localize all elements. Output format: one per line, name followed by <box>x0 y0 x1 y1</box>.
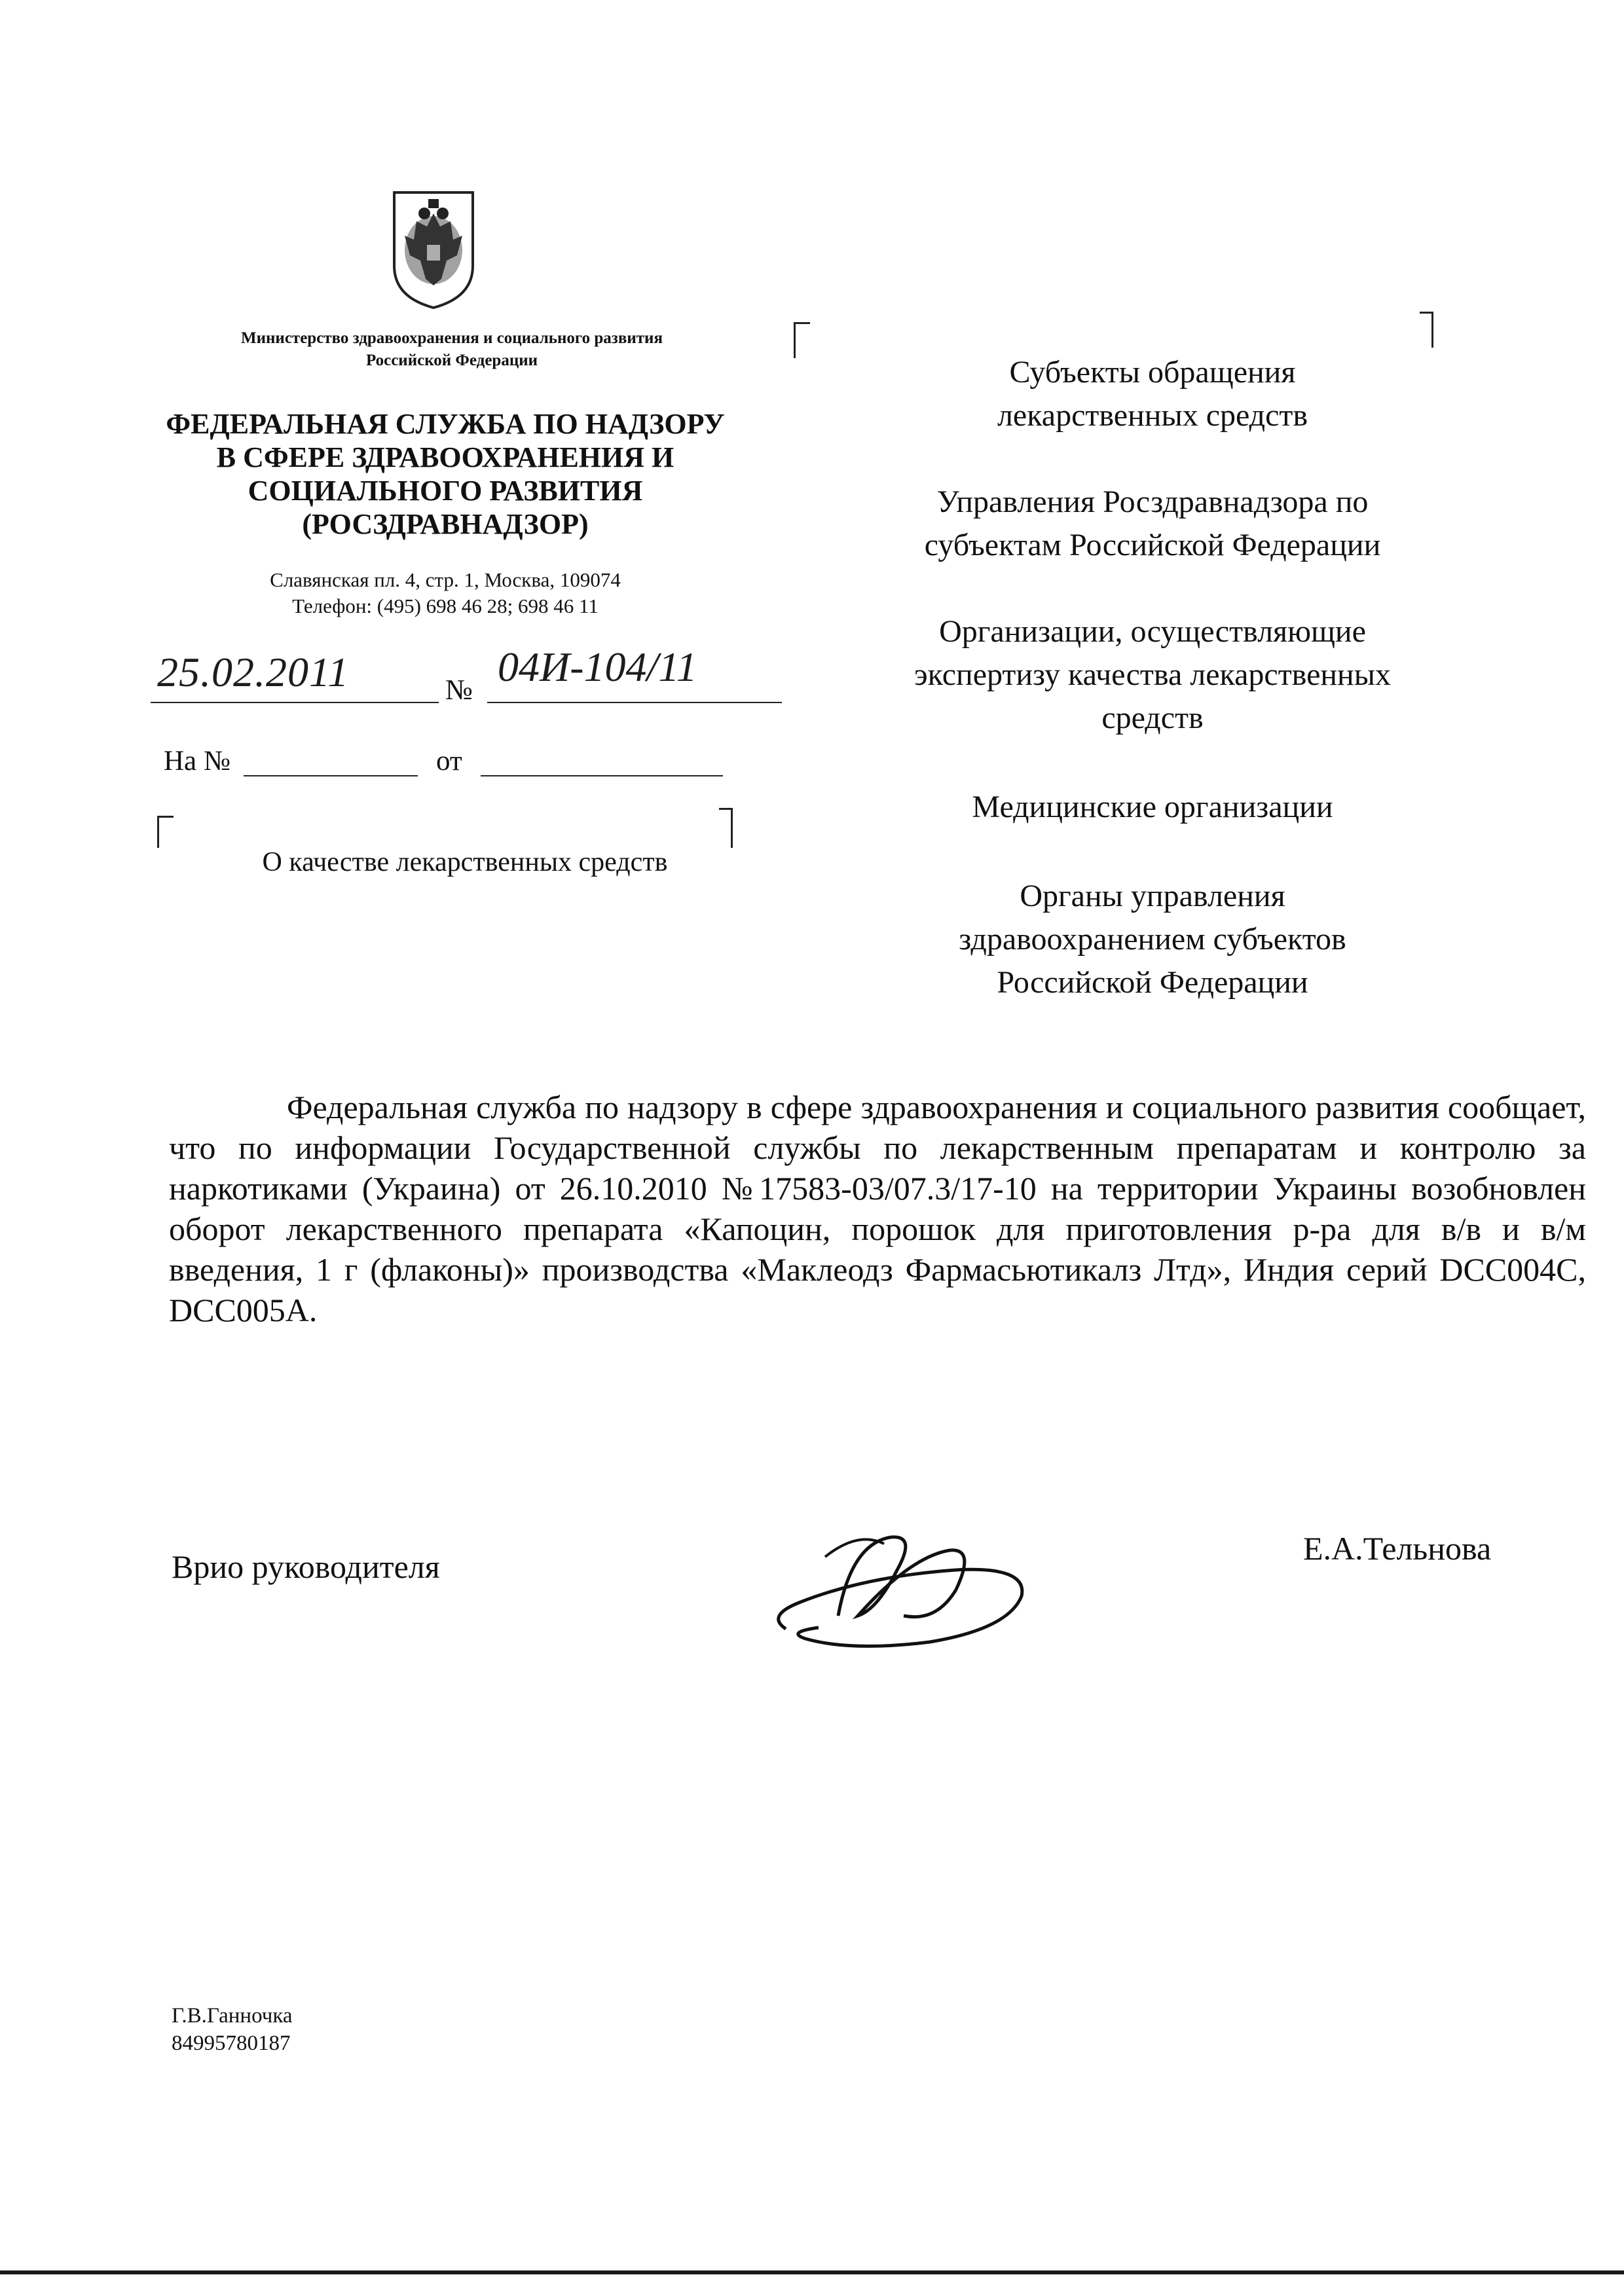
addressee-group <box>825 786 1480 829</box>
addressee-line: Организации, осуществляющие <box>939 614 1366 649</box>
ministry-name: Министерство здравоохранения и социального развития Российской Федерации <box>241 329 663 369</box>
executor-block <box>172 2002 293 2057</box>
reference-date-blank <box>481 775 723 776</box>
addressee-line: Субъекты обращения <box>1009 355 1296 390</box>
registration-number-label: № <box>445 674 473 706</box>
addressee-corner-right <box>1420 312 1433 348</box>
signatory-position: Врио руководителя <box>172 1548 440 1585</box>
addressee-line: Российской Федерации <box>997 965 1308 1000</box>
reference-date-label: от <box>436 746 462 776</box>
agency-line: СОЦИАЛЬНОГО РАЗВИТИЯ <box>248 475 643 507</box>
registration-number: 04И-104/11 <box>498 644 697 690</box>
reference-number-blank <box>244 775 418 776</box>
agency-line: В СФЕРЕ ЗДРАВООХРАНЕНИЯ И <box>216 441 674 473</box>
agency-line: (РОСЗДРАВНАДЗОР) <box>302 508 589 540</box>
addressee-line: Органы управления <box>1020 879 1285 913</box>
date-underline <box>151 702 439 703</box>
addressee-line: лекарственных средств <box>997 398 1308 433</box>
executor-phone: 84995780187 <box>172 2032 291 2055</box>
handwritten-signature <box>760 1518 1048 1655</box>
addressee-line: субъектам Российской Федерации <box>924 528 1381 562</box>
addressee-line: средств <box>1101 701 1204 735</box>
addressee-group <box>825 610 1480 740</box>
addressee-line: Управления Росздравнадзора по <box>936 484 1369 519</box>
addressee-group <box>825 875 1480 1004</box>
addressee-line: Медицинские организации <box>972 790 1333 824</box>
subject-corner-left <box>157 816 174 848</box>
executor-name: Г.В.Ганночка <box>172 2004 293 2028</box>
addressee-corner-left <box>794 322 810 358</box>
letter-subject: О качестве лекарственных средств <box>262 847 668 877</box>
agency-address: Славянская пл. 4, стр. 1, Москва, 109074 <box>270 568 621 591</box>
addressee-group <box>825 351 1480 437</box>
agency-address-block <box>196 567 694 619</box>
letter-body: Федеральная служба по надзору в сфере здравоохранения и социального развития сообщает, что по информации Государственной службы по лекарственным препаратам и контролю за наркотиками (Украина) от 26.10.2010 №17583-03/07.3/17-10 на территории Украины возобновлен оборот лекарственного препарата «Капоцин, порошок для приготовления р-ра для в/в и в/м введения, 1 г (флаконы)» производства «Маклеодз Фармасьютикалз Лтд», Индия серий DCC004C, DCC005A. <box>169 1089 1586 1328</box>
addressee-line: здравоохранением субъектов <box>959 922 1346 957</box>
signer-name: Е.А.Тельнова <box>1303 1530 1492 1567</box>
agency-phone: Телефон: (495) 698 46 28; 698 46 11 <box>292 594 599 617</box>
registration-date: 25.02.2011 <box>157 649 350 695</box>
addressee-group <box>825 481 1480 567</box>
number-underline <box>487 702 782 703</box>
subject-corner-right <box>719 808 733 848</box>
addressee-line: экспертизу качества лекарственных <box>914 657 1391 692</box>
agency-name <box>131 407 760 541</box>
reference-number-label: На № <box>164 746 231 776</box>
page-bottom-edge <box>0 2270 1624 2274</box>
agency-line: ФЕДЕРАЛЬНАЯ СЛУЖБА ПО НАДЗОРУ <box>166 408 725 440</box>
coat-of-arms-emblem <box>388 187 479 312</box>
